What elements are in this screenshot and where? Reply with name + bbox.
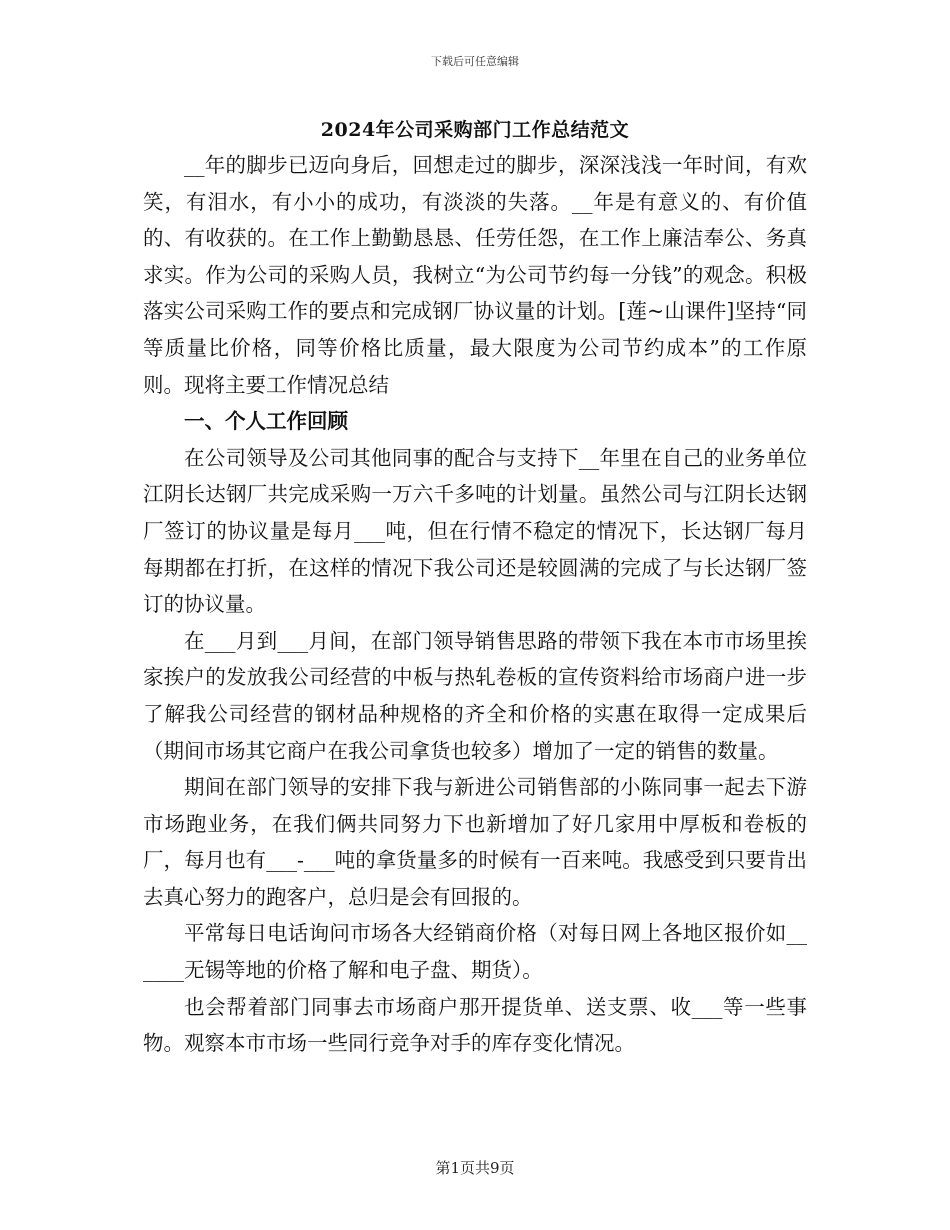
document-title: 2024年公司采购部门工作总结范文	[320, 119, 630, 141]
page-number: 第1页共9页	[435, 1159, 515, 1177]
paragraph-intro: __年的脚步已迈向身后，回想走过的脚步，深深浅浅一年时间，有欢笑，有泪水，有小小的成功，有淡淡的失落。__年是有意义的、有价值的、有收获的。在工作上勤勤恳恳、任劳任怨，在工作上廉洁奉公、务真求实。作为公司的采购人员，我树立“为公司节约每一分钱”的观念。积极落实公司采购工作的要点和完成钢厂协议量的计划。[莲~山课件]坚持“同等质量比价格，同等价格比质量，最大限度为公司节约成本”的工作原则。现将主要工作情况总结	[143, 153, 807, 397]
document-body	[143, 147, 807, 1062]
section-heading: 一、个人工作回顾	[184, 409, 348, 434]
paragraph-procurement: 在公司领导及公司其他同事的配合与支持下__年里在自己的业务单位江阴长达钢厂共完成采购一万六千多吨的计划量。虽然公司与江阴长达钢厂签订的协议量是每月___吨，但在行情不稳定的情况下，长达钢厂每月每期都在打折，在这样的情况下我公司还是较圆满的完成了与长达钢厂签订的协议量。	[143, 445, 807, 617]
paragraph-assist-colleagues: 也会帮着部门同事去市场商户那开提货单、送支票、收___等一些事物。观察本市市场一些同行竞争对手的库存变化情况。	[143, 994, 807, 1056]
header-note: 下载后可任意编辑	[431, 55, 519, 68]
paragraph-market-promotion: 在___月到___月间，在部门领导销售思路的带领下我在本市市场里挨家挨户的发放我公司经营的中板与热轧卷板的宣传资料给市场商户进一步了解我公司经营的钢材品种规格的齐全和价格的实惠在取得一定成果后（期间市场其它商户在我公司拿货也较多）增加了一定的销售的数量。	[143, 628, 807, 763]
paragraph-downstream-clients: 期间在部门领导的安排下我与新进公司销售部的小陈同事一起去下游市场跑业务，在我们俩共同努力下也新增加了好几家用中厚板和卷板的厂，每月也有___-___吨的拿货量多的时候有一百来吨。我感受到只要肯出去真心努力的跑客户，总归是会有回报的。	[143, 775, 807, 909]
paragraph-price-inquiry: 平常每日电话询问市场各大经销商价格（对每日网上各地区报价如______无锡等地的价格了解和电子盘、期货）。	[143, 921, 807, 983]
